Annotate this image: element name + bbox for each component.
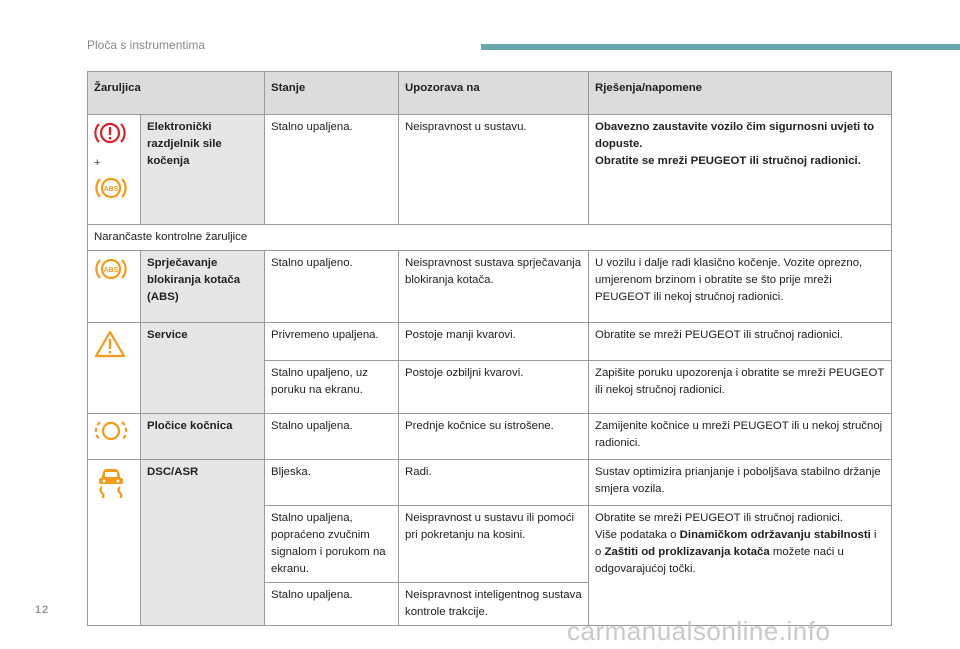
solution-link-dsc: Dinamičkom održavanju stabilnosti <box>679 529 871 541</box>
lamp-solution <box>589 506 892 626</box>
section-orange-lamps: Narančaste kontrolne žaruljice <box>88 225 892 251</box>
column-header-solution: Rješenja/napomene <box>589 72 892 115</box>
lamp-warns: Postoje manji kvarovi. <box>399 323 589 361</box>
lamp-solution: Obratite se mreži PEUGEOT ili stručnoj radionici. <box>589 323 892 361</box>
table-row <box>88 323 892 361</box>
lamp-state: Stalno upaljena, popraćeno zvučnim signalom i porukom na ekranu. <box>265 506 399 583</box>
lamp-warns: Radi. <box>399 460 589 506</box>
lamp-state: Stalno upaljeno. <box>265 251 399 323</box>
table-header-row <box>88 72 892 115</box>
table-row <box>88 460 892 506</box>
lamp-solution: Sustav optimizira prianjanje i poboljšava stabilno držanje smjera vozila. <box>589 460 892 506</box>
lamp-state: Privremeno upaljena. <box>265 323 399 361</box>
lamp-icon-cell <box>88 251 141 323</box>
lamp-icons-cell <box>88 115 141 225</box>
svg-text:ABS: ABS <box>103 267 119 274</box>
abs-red-icon <box>94 174 128 202</box>
solution-more-info: Više podataka o <box>595 529 680 541</box>
lamp-state: Stalno upaljena. <box>265 583 399 626</box>
watermark: carmanualsonline.info <box>567 616 831 646</box>
solution-contact: Obratite se mreži PEUGEOT ili stručnoj radionici. <box>595 512 843 524</box>
brake-pads-icon <box>94 418 128 444</box>
lamp-name: Sprječavanje blokiranja kotača (ABS) <box>141 251 265 323</box>
service-warning-triangle-icon <box>94 329 126 359</box>
table-row <box>88 115 892 225</box>
table-row <box>88 251 892 323</box>
table-row <box>88 414 892 460</box>
solution-link-asr: Zaštiti od proklizavanja kotača <box>604 546 770 558</box>
lamp-warns: Neispravnost inteligentnog sustava kontrole trakcije. <box>399 583 589 626</box>
header-accent-bar <box>481 44 960 50</box>
lamp-warns: Neispravnost sustava sprječavanja blokiranja kotača. <box>399 251 589 323</box>
lamp-warns: Neispravnost u sustavu ili pomoći pri pokretanju na kosini. <box>399 506 589 583</box>
lamp-state: Stalno upaljeno, uz poruku na ekranu. <box>265 361 399 414</box>
page-section-title: Ploča s instrumentima <box>87 38 206 52</box>
column-header-warns: Upozorava na <box>399 72 589 115</box>
lamp-state: Stalno upaljena. <box>265 115 399 225</box>
abs-orange-icon <box>94 255 128 283</box>
lamp-icon-cell <box>88 323 141 414</box>
svg-text:ABS: ABS <box>103 186 119 193</box>
column-header-lamp: Žaruljica <box>88 72 265 115</box>
solution-and: i o <box>595 529 877 558</box>
lamp-warns: Postoje ozbiljni kvarovi. <box>399 361 589 414</box>
lamp-warns: Prednje kočnice su istrošene. <box>399 414 589 460</box>
lamp-icon-cell <box>88 460 141 626</box>
solution-bold-contact: Obratite se mreži PEUGEOT ili stručnoj radionici. <box>595 155 861 167</box>
lamp-solution <box>589 115 892 225</box>
plus-sign: + <box>94 157 101 169</box>
lamp-name: Elektronički razdjelnik sile kočenja <box>141 115 265 225</box>
lamp-solution: Zamijenite kočnice u mreži PEUGEOT ili u nekoj stručnoj radionici. <box>589 414 892 460</box>
page-number: 12 <box>35 604 50 616</box>
lamp-state: Bljeska. <box>265 460 399 506</box>
lamp-warns: Neispravnost u sustavu. <box>399 115 589 225</box>
lamp-icon-cell <box>88 414 141 460</box>
lamp-name: DSC/ASR <box>141 460 265 626</box>
solution-bold-stop: Obavezno zaustavite vozilo čim sigurnosni uvjeti to dopuste. <box>595 121 875 150</box>
column-header-state: Stanje <box>265 72 399 115</box>
lamp-name: Pločice kočnica <box>141 414 265 460</box>
lamp-solution: Zapišite poruku upozorenja i obratite se mreži PEUGEOT ili nekoj stručnoj radionici. <box>589 361 892 414</box>
warning-lamps-table <box>87 71 892 626</box>
section-row <box>88 225 892 251</box>
dsc-skid-car-icon <box>94 464 128 498</box>
brake-warning-red-icon <box>94 119 126 147</box>
lamp-state: Stalno upaljena. <box>265 414 399 460</box>
solution-find: možete naći u odgovarajućoj točki. <box>595 546 844 575</box>
lamp-name: Service <box>141 323 265 414</box>
lamp-solution: U vozilu i dalje radi klasično kočenje. Vozite oprezno, umjerenom brzinom i obratite se što prije mreži PEUGEOT ili nekoj stručnoj radionici. <box>589 251 892 323</box>
